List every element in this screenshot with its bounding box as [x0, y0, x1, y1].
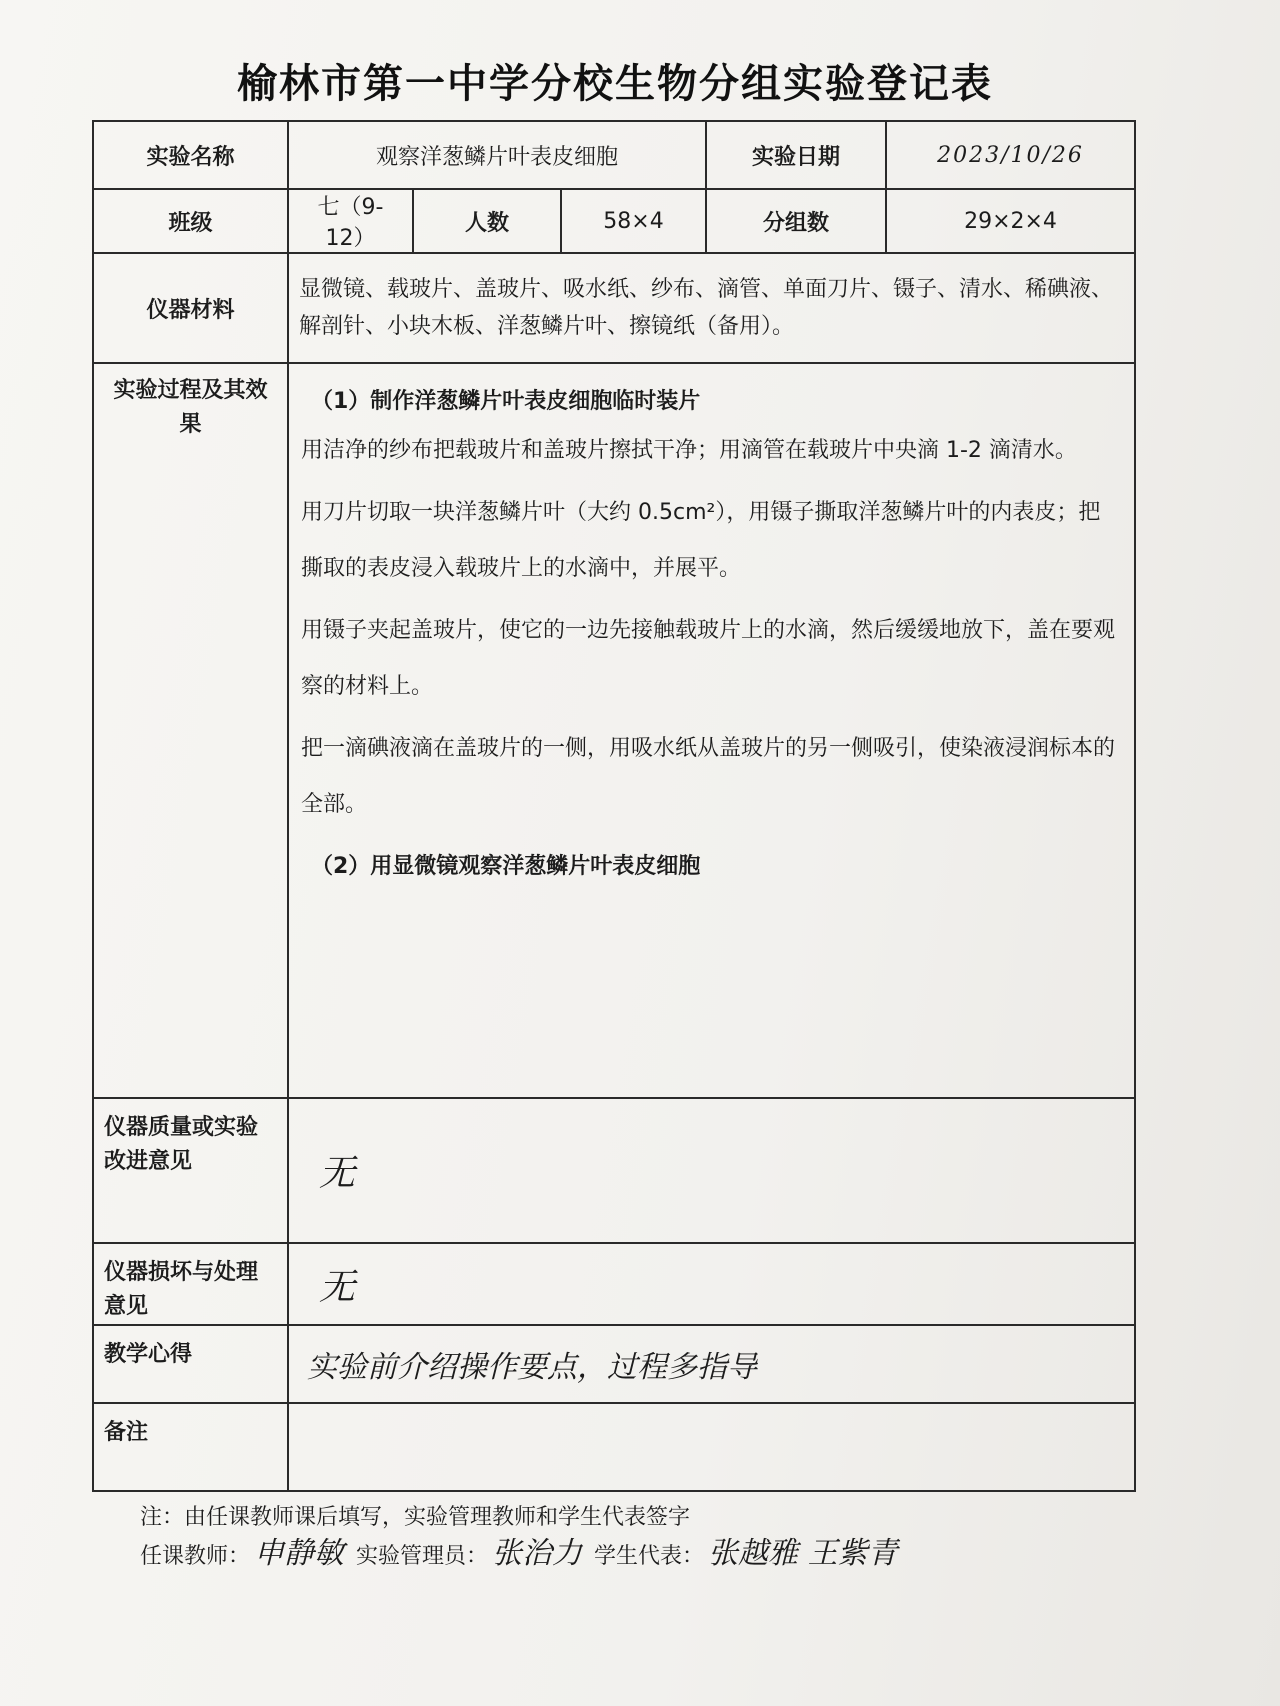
teacher-signature: 申静敏: [254, 1536, 345, 1571]
label-experiment-name: 实验名称: [93, 121, 288, 189]
value-experiment-name: 观察洋葱鳞片叶表皮细胞: [288, 121, 706, 189]
label-experience: 教学心得: [93, 1325, 288, 1403]
row-remarks: [93, 1403, 1135, 1491]
handwritten-damage: 无: [319, 1266, 356, 1308]
label-people: 人数: [413, 189, 561, 253]
footer-note: 注：由任课教师课后填写，实验管理教师和学生代表签字: [140, 1505, 691, 1530]
process-content: [288, 363, 1135, 1098]
value-groups: 29×2×4: [886, 189, 1135, 253]
label-groups: 分组数: [706, 189, 886, 253]
value-people: 58×4: [561, 189, 706, 253]
signature-line: [140, 1536, 910, 1575]
student-signature: 张越雅 王紫青: [708, 1536, 898, 1571]
label-materials: 仪器材料: [93, 253, 288, 363]
admin-label: 实验管理员：: [356, 1544, 489, 1569]
row-class-people-groups: [93, 189, 1135, 253]
value-quality: [288, 1098, 1135, 1243]
process-paragraph: 用镊子夹起盖玻片，使它的一边先接触载玻片上的水滴，然后缓缓地放下，盖在要观察的材料上。: [301, 618, 1116, 699]
handwritten-quality: 无: [319, 1153, 356, 1194]
value-class: 七（9-12）: [288, 189, 413, 253]
row-quality: [93, 1098, 1135, 1243]
row-experience: [93, 1325, 1135, 1403]
value-remarks: [288, 1403, 1135, 1491]
row-materials: [93, 253, 1135, 363]
label-experiment-date: 实验日期: [706, 121, 886, 189]
label-damage: 仪器损坏与处理意见: [93, 1243, 288, 1325]
label-remarks: 备注: [93, 1403, 288, 1491]
admin-signature: 张治力: [492, 1536, 583, 1571]
experiment-registration-table: [92, 120, 1136, 1492]
value-experience: [288, 1325, 1135, 1403]
label-process: 实验过程及其效果: [93, 363, 288, 1098]
process-step-1-title: （1）制作洋葱鳞片叶表皮细胞临时装片: [311, 389, 701, 414]
process-step-2-title: （2）用显微镜观察洋葱鳞片叶表皮细胞: [311, 854, 701, 879]
value-experiment-date: 2023/10/26: [886, 121, 1135, 189]
value-materials: 显微镜、载玻片、盖玻片、吸水纸、纱布、滴管、单面刀片、镊子、清水、稀碘液、解剖针、小块木板、洋葱鳞片叶、擦镜纸（备用）。: [288, 253, 1135, 363]
label-class: 班级: [93, 189, 288, 253]
student-label: 学生代表：: [594, 1544, 705, 1569]
teacher-label: 任课教师：: [140, 1544, 251, 1569]
value-damage: [288, 1243, 1135, 1325]
row-process: [93, 363, 1135, 1098]
row-damage: [93, 1243, 1135, 1325]
row-name-date: [93, 121, 1135, 189]
handwritten-experience: 实验前介绍操作要点，过程多指导: [307, 1350, 757, 1385]
signature-footer: [140, 1500, 910, 1575]
form-title: 榆林市第一中学分校生物分组实验登记表: [237, 61, 993, 107]
label-quality: 仪器质量或实验改进意见: [93, 1098, 288, 1243]
process-paragraph: 用洁净的纱布把载玻片和盖玻片擦拭干净；用滴管在载玻片中央滴 1-2 滴清水。: [301, 438, 1077, 463]
process-paragraph: 用刀片切取一块洋葱鳞片叶（大约 0.5cm²），用镊子撕取洋葱鳞片叶的内表皮；把撕取的表皮浸入载玻片上的水滴中，并展平。: [301, 500, 1101, 581]
process-paragraph: 把一滴碘液滴在盖玻片的一侧，用吸水纸从盖玻片的另一侧吸引，使染液浸润标本的全部。: [301, 736, 1116, 817]
